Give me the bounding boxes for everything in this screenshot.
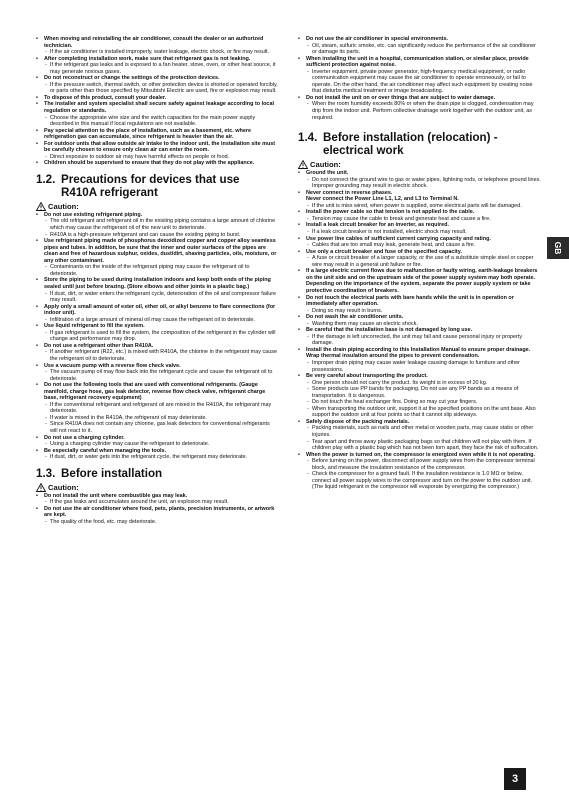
list-item: • Be very careful about transporting the product. - One person should not carry the product. Its weight is in excess of 20 kg. - Some products use PP bands for packaging. Do not use any PP bands as a means of transportation. It is dangerous. - Do not touch the heat exchanger fins. Doing so may cut your fingers. - When transporting the outdoor unit, support it at the specified positions on the unit base. Also support the outdoor unit at four points so that it cannot slip sideways. [298, 373, 542, 419]
list-item: • Safely dispose of the packing materials. - Packing materials, such as nails and other metal or wooden parts, may cause stabs or other injuries. - Tear apart and throw away plastic packaging bags so that children will not play with them. If children play with a plastic bag which has not been torn apart, they face the risk of suffocation. [298, 419, 542, 452]
section-heading: 1.2. Precautions for devices that use R410A refrigerant [36, 172, 240, 199]
section-1-2 [36, 173, 278, 461]
list-item: • The installer and system specialist shall secure safety against leakage according to local regulation or standards. - Choose the appropriate wire size and the switch capacities for the main power supply described in this manual if local regulations are not available. [36, 101, 278, 127]
list-item: • For outdoor units that allow outside air intake to the indoor unit, the installation site must be carefully chosen to ensure only clean air can enter the room. - Direct exposure to outdoor air may have harmful effects on people or food. [36, 141, 278, 161]
warning-triangle-icon [298, 160, 308, 169]
section-heading: 1.4. Before installation (relocation) - electrical work [298, 131, 498, 158]
page-number: 3 [504, 768, 526, 790]
list-item: • Do not reconstruct or change the settings of the protection devices. - If the pressure switch, thermal switch, or other protection device is shorted or operated forcibly, or parts other than those specified by Mitsubishi Electric are used, fire or explosion may result. [36, 75, 278, 95]
list-item: • Do not use existing refrigerant piping. - The old refrigerant and refrigerant oil in the existing piping contains a large amount of chlorine which may cause the refrigerant oil of the new unit to deteriorate. - R410A is a high-pressure refrigerant and can cause the existing piping to burst. [36, 212, 278, 238]
warning-triangle-icon [36, 483, 46, 492]
list-item: • Be careful that the installation base is not damaged by long use. - If the damage is left uncorrected, the unit may fall and cause personal injury or property damage. [298, 327, 542, 347]
list-item: • To dispose of this product, consult your dealer. [36, 95, 278, 102]
section-1-3-list [36, 493, 278, 526]
list-item: • When moving and reinstalling the air conditioner, consult the dealer or an authorized technician. - If the air conditioner is installed improperly, water leakage, electric shock, or fire may result. [36, 36, 278, 56]
warning-triangle-icon [36, 202, 46, 211]
right-column [298, 36, 542, 491]
list-item: • When installing the unit in a hospital, communication station, or similar place, provide sufficient protection against noise. - Inverter equipment, private power generator, high-frequency medical equipment, or radio communication equipment may cause the air conditioner to operate erroneously, or fail to operate. On the other hand, the air conditioner may affect such equipment by creating noise that disturbs medical treatment or image broadcasting. [298, 56, 542, 95]
caution-heading: Caution: [36, 202, 278, 211]
caution-heading: Caution: [298, 160, 542, 169]
list-item: • Do not use the air conditioner where food, pets, plants, precision instruments, or artwork are kept. - The quality of the food, etc. may deteriorate. [36, 506, 278, 526]
left-column [36, 36, 278, 525]
list-item: • Do not touch the electrical parts with bare hands while the unit is in operation or immediately after operation. - Doing so may result in burns. [298, 295, 542, 315]
section-heading: 1.3. Before installation [36, 466, 163, 480]
list-item: • Use refrigerant piping made of phosphorus deoxidized copper and copper alloy seamless pipes and tubes. In addition, be sure that the inner and outer surfaces of the pipes are clean and free of hazardous sulphur, oxides, dust/dirt, shaving particles, oils, moisture, or any other contaminant. - Contaminants on the inside of the refrigerant piping may cause the refrigerant oil to deteriorate. [36, 238, 278, 277]
list-item: • Use only a circuit breaker and fuse of the specified capacity. - A fuse or circuit breaker of a larger capacity, or the use of a substitute simple steel or copper wire may result in a general unit failure or fire. [298, 249, 542, 269]
intro-list-right [298, 36, 542, 121]
list-item: • Install a leak circuit breaker for an inverter, as required. - If a leak circuit breaker is not installed, electric shock may result. [298, 222, 542, 235]
list-item: • Do not use a refrigerant other than R410A. - If another refrigerant (R22, etc.) is mixed with R410A, the chlorine in the refrigerant may cause the refrigerant oil to deteriorate. [36, 343, 278, 363]
list-item: • Do not use the following tools that are used with conventional refrigerants. (Gauge manifold, charge hose, gas leak detector, reverse flow check valve, refrigerant charge base, refrigerant recovery equipment) - If the conventional refrigerant and refrigerant oil are mixed in the R410A, the refrigerant may deteriorate. - If water is mixed in the R410A, the refrigerant oil may deteriorate. - Since R410A does not contain any chlorine, gas leak detectors for conventional refrigerants will not react to it. [36, 382, 278, 434]
intro-list-left [36, 36, 278, 167]
section-1-4-list [298, 170, 542, 491]
list-item: • Be especially careful when managing the tools. - If dust, dirt, or water gets into the refrigerant cycle, the refrigerant may deteriorate. [36, 448, 278, 461]
section-1-3 [36, 467, 278, 526]
list-item: • Ground the unit. - Do not connect the ground wire to gas or water pipes, lightning rods, or telephone ground lines. Improper grounding may result in electric shock. [298, 170, 542, 190]
list-item: • Pay special attention to the place of installation, such as a basement, etc. where refrigeration gas can accumulate, since refrigerant is heavier than the air. [36, 128, 278, 141]
list-item: • Store the piping to be used during installation indoors and keep both ends of the piping sealed until just before brazing. (Store elbows and other joints in a plastic bag.) - If dust, dirt, or water enters the refrigerant cycle, deterioration of the oil and compressor failure may result. [36, 277, 278, 303]
list-item: • If a large electric current flows due to malfunction or faulty wiring, earth-leakage breakers on the unit side and on the upstream side of the power supply system may both operate. Depending on the importance of the system, separate the power supply system or take protective coordination of breakers. [298, 268, 542, 294]
caution-heading: Caution: [36, 483, 278, 492]
list-item: • Do not use the air conditioner in special environments. - Oil, steam, sulfuric smoke, etc. can significantly reduce the performance of the air conditioner or damage its parts. [298, 36, 542, 56]
list-item: • When the power is turned on, the compressor is energized even while it is not operating. - Before turning on the power, disconnect all power supply wires from the compressor terminal block, and measure the insulation resistance of the compressor. - Check the compressor for a ground fault. If the insulation resistance is 1.0 MΩ or below, connect all power supply wires to the compressor and turn on the power to the outdoor unit. (The liquid refrigerant in the compressor will evaporate by energizing the compressor.) [298, 452, 542, 491]
language-tab: GB [547, 237, 569, 259]
section-1-2-list [36, 212, 278, 461]
list-item: • Never connect in reverse phases. Never connect the Power Line L1, L2, and L3 to Terminal N. - If the unit is miss wired, when power is supplied, some electrical parts will be damaged. [298, 190, 542, 210]
list-item: • Install the drain piping according to this Installation Manual to ensure proper drainage. Wrap thermal insulation around the pipes to prevent condensation. - Improper drain piping may cause water leakage causing damage to furniture and other possessions. [298, 347, 542, 373]
list-item: • Use liquid refrigerant to fill the system. - If gas refrigerant is used to fill the system, the composition of the refrigerant in the cylinder will change and performance may drop. [36, 323, 278, 343]
list-item: • Do not install the unit on or over things that are subject to water damage. - When the room humidity exceeds 80% or when the drain pipe is clogged, condensation may drip from the indoor unit. Perform collective drainage work together with the outdoor unit, as required. [298, 95, 542, 121]
list-item: • Use a vacuum pump with a reverse flow check valve. - The vacuum pump oil may flow back into the refrigerant cycle and cause the refrigerant oil to deteriorate. [36, 363, 278, 383]
list-item: • Do not wash the air conditioner units. - Washing them may cause an electric shock. [298, 314, 542, 327]
list-item: • Use power line cables of sufficient current carrying capacity and rating. - Cables that are too small may leak, generate heat, and cause a fire. [298, 236, 542, 249]
list-item: • Do not use a charging cylinder. - Using a charging cylinder may cause the refrigerant to deteriorate. [36, 435, 278, 448]
list-item: • Apply only a small amount of ester oil, ether oil, or alkyl benzene to flare connections (for indoor unit). - Infiltration of a large amount of mineral oil may cause the refrigerant oil to deteriorate. [36, 304, 278, 324]
section-1-4 [298, 131, 542, 491]
list-item: • Children should be supervised to ensure that they do not play with the appliance. [36, 160, 278, 167]
list-item: • After completing installation work, make sure that refrigerant gas is not leaking. - If the refrigerant gas leaks and is exposed to a fan heater, stove, oven, or other heat source, it may generate noxious gases. [36, 56, 278, 76]
list-item: • Do not install the unit where combustible gas may leak. - If the gas leaks and accumulates around the unit, an explosion may result. [36, 493, 278, 506]
list-item: • Install the power cable so that tension is not applied to the cable. - Tension may cause the cable to break and generate heat and cause a fire. [298, 209, 542, 222]
